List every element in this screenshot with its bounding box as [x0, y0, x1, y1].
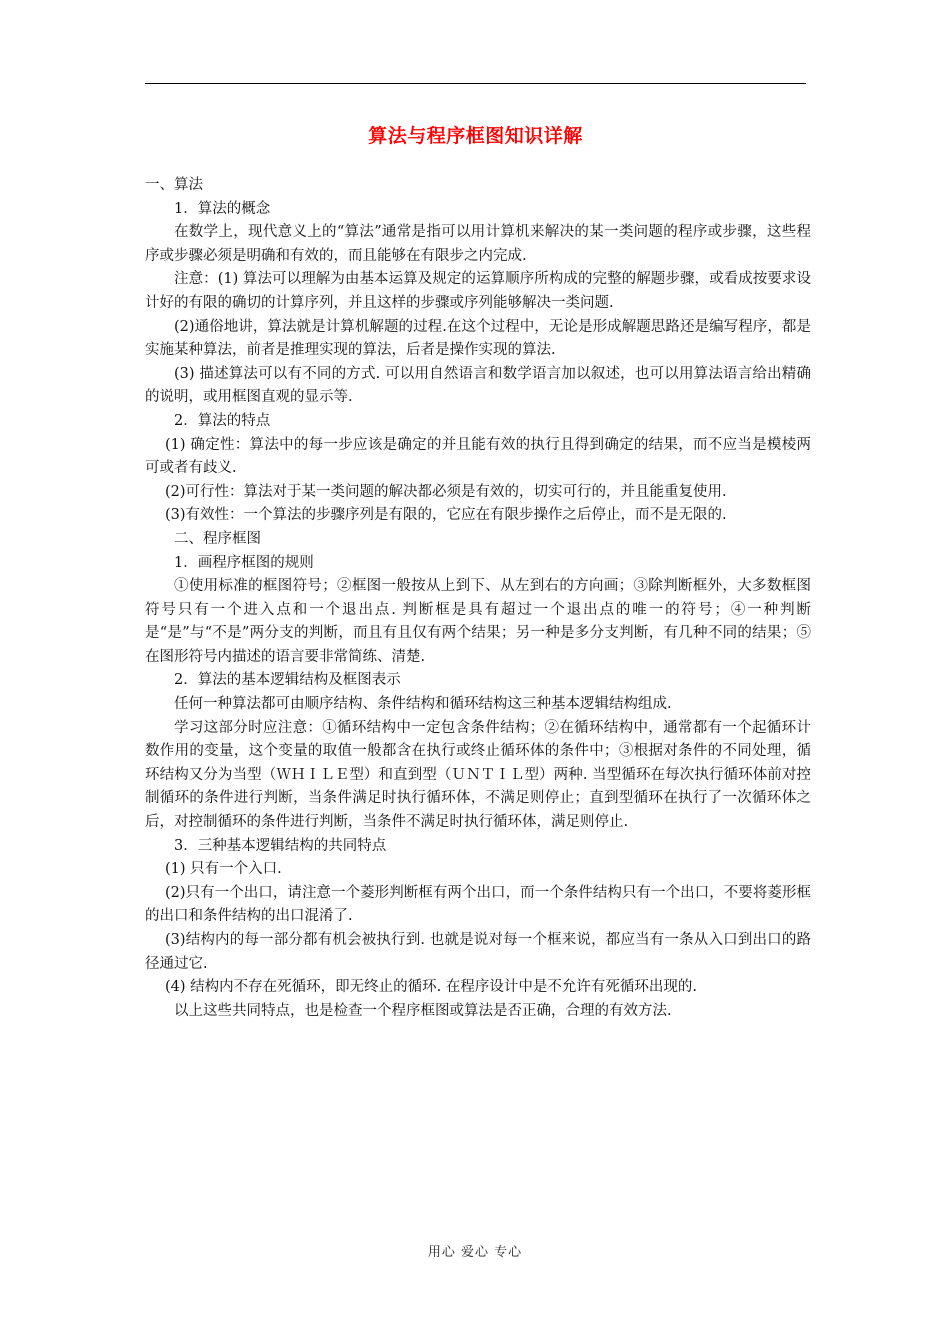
paragraph: (3)结构内的每一部分都有机会被执行到. 也就是说对每一个框来说，都应当有一条从入口到出口的路径通过它. — [145, 932, 811, 972]
paragraph: (4) 结构内不存在死循环，即无终止的循环. 在程序设计中是不允许有死循环出现的. — [165, 979, 697, 996]
subheading-flowchart-rules: 1．画程序框图的规则 — [174, 554, 314, 571]
paragraph: ①使用标准的框图符号；②框图一般按从上到下、从左到右的方向画；③除判断框外，大多数框图符号只有一个进入点和一个退出点. 判断框是具有超过一个退出点的唯一的符号；④一种判断是“是”与“不是”两分支的判断，而且有且仅有两个结果；另一种是多分支判断，有几种不同的结果；⑤在图形符号内描述的语言要非常简练、清楚. — [145, 578, 811, 665]
paragraph: 在数学上，现代意义上的“算法”通常是指可以用计算机来解决的某一类问题的程序或步骤，这些程序或步骤必须是明确和有效的，而且能够在有限步之内完成. — [145, 224, 811, 264]
subheading-algorithm-features: 2．算法的特点 — [174, 412, 271, 429]
page-footer: 用心 爱心 专心 — [427, 1245, 523, 1260]
header-rule — [145, 83, 806, 84]
paragraph: 注意：(1) 算法可以理解为由基本运算及规定的运算顺序所构成的完整的解题步骤，或看成按要求设计好的有限的确切的计算序列，并且这样的步骤或序列能够解决一类问题. — [145, 271, 811, 311]
subheading-basic-structures: 2．算法的基本逻辑结构及框图表示 — [174, 672, 401, 689]
paragraph: (2)只有一个出口，请注意一个菱形判断框有两个出口，而一个条件结构只有一个出口，不要将菱形框的出口和条件结构的出口混淆了. — [145, 884, 811, 925]
paragraph: (2)通俗地讲，算法就是计算机解题的过程.在这个过程中，无论是形成解题思路还是编写程序，都是实施某种算法，前者是推理实现的算法，后者是操作实现的算法. — [145, 318, 811, 359]
paragraph: (3)有效性：一个算法的步骤序列是有限的，它应在有限步操作之后停止，而不是无限的. — [165, 507, 727, 524]
document-body — [145, 174, 811, 1023]
subheading-algorithm-concept: 1．算法的概念 — [174, 200, 271, 217]
section-heading-algorithm: 一、算法 — [145, 177, 203, 193]
section-heading-flowchart: 二、程序框图 — [174, 530, 261, 547]
paragraph: 以上这些共同特点，也是检查一个程序框图或算法是否正确，合理的有效方法. — [174, 1002, 672, 1019]
paragraph: (1) 只有一个入口. — [165, 861, 282, 878]
paragraph: (1) 确定性：算法中的每一步应该是确定的并且能有效的执行且得到确定的结果，而不应当是模棱两可或者有歧义. — [145, 436, 811, 477]
paragraph: (3) 描述算法可以有不同的方式. 可以用自然语言和数学语言加以叙述，也可以用算法语言给出精确的说明，或用框图直观的显示等. — [145, 365, 811, 406]
subheading-common-features: 3．三种基本逻辑结构的共同特点 — [174, 837, 387, 854]
document-title: 算法与程序框图知识详解 — [368, 125, 583, 147]
paragraph: (2)可行性：算法对于某一类问题的解决都必须是有效的，切实可行的，并且能重复使用. — [165, 483, 727, 500]
paragraph: 任何一种算法都可由顺序结构、条件结构和循环结构这三种基本逻辑结构组成. — [174, 696, 672, 713]
paragraph: 学习这部分时应注意：①循环结构中一定包含条件结构；②在循环结构中，通常都有一个起循环计数作用的变量，这个变量的取值一般都含在执行或终止循环体的条件中；③根据对条件的不同处理，循环结构又分为当型（ＷＨＩＬＥ型）和直到型（ＵＮＴＩＬ型）两种. 当型循环在每次执行循环体前对控制循环的条件进行判断，当条件满足时执行循环体，不满足则停止；直到型循环在执行了一次循环体之后，对控制循环的条件进行判断，当条件不满足时执行循环体，满足则停止. — [145, 719, 811, 831]
